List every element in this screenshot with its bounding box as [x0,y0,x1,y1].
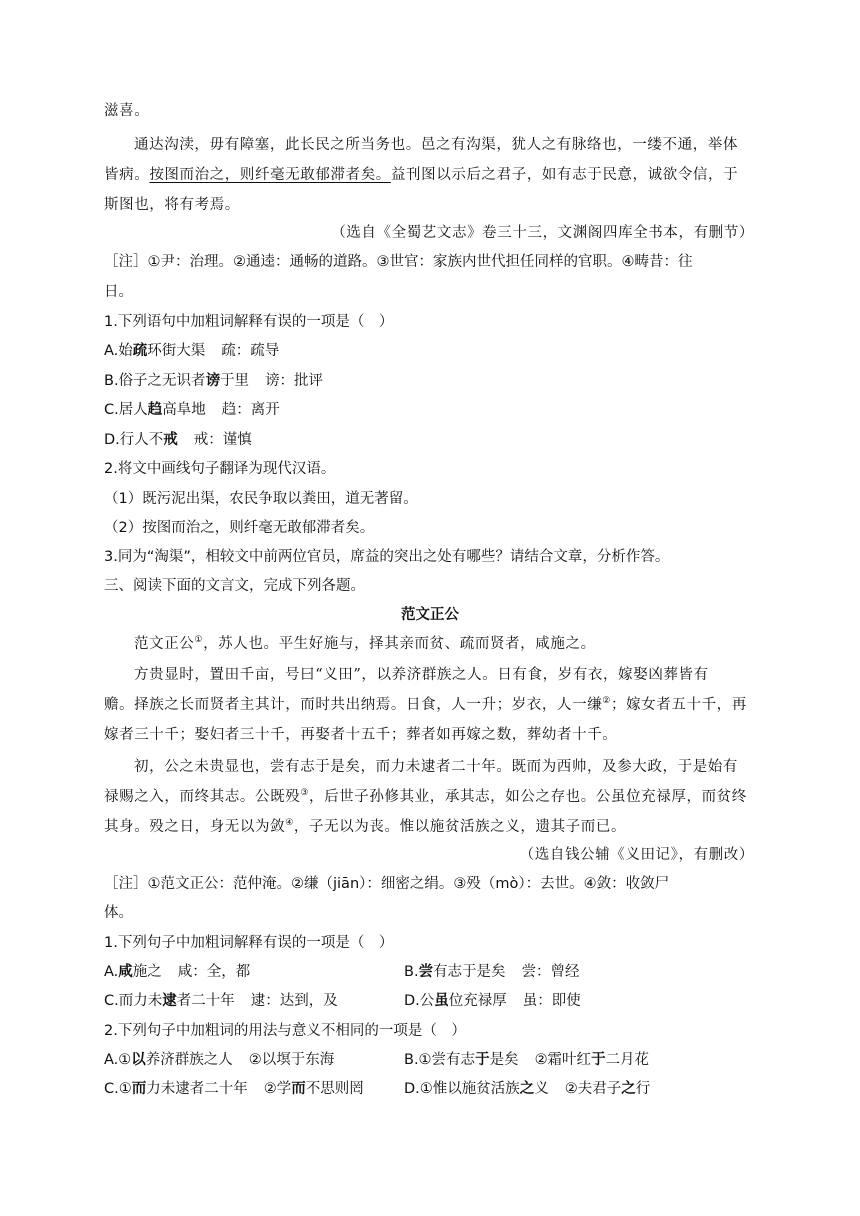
question-stem: 1.下列句子中加粗词解释有误的一项是（ ） [104,935,394,951]
annotation-note: ［注］①范文正公：范仲淹。②缣（jiān）：细密之绢。③殁（mò）：去世。④敛：收敛尸 [104,876,670,892]
option-row [104,1079,754,1099]
source-citation: （选自钱公辅《义田记》，有删改） [519,847,754,863]
option-d: D.①惟以施贫活族之义 ②夫君子之行 [404,1081,651,1097]
text-line: 斯图也，将有考焉。 [104,197,240,213]
option-b: B.①尝有志于是矣 ②霜叶红于二月花 [404,1052,650,1068]
text-line: 禄赐之入，而终其志。公既殁③，后世子孙修其业，承其志，如公之存也。公虽位充禄厚，而贫终 [104,788,747,805]
option-b: B.俗子之无识者谤于里 谤：批评 [104,373,324,389]
text-line: 方贵显时，置田千亩，号曰“义田”，以养济群族之人。日有食，岁有衣，嫁娶凶葬皆有 [134,667,709,683]
question-stem: 2.将文中画线句子翻译为现代汉语。 [104,461,336,477]
text-line: 皆病。按图而治之，则纤毫无敢郁滞者矣。益刊图以示后之君子，如有志于民意，诚欲令信，于 [104,167,739,183]
option-a: A.咸施之 咸：全，都 [104,964,251,980]
option-c: C.①而力未逮者二十年 ②学而不思则罔 [104,1081,364,1097]
annotation-note: 日。 [104,284,133,300]
text-line: 初，公之未贵显也，尝有志于是矣，而力未逮者二十年。既而为西帅，及参大政，于是始有 [134,759,738,775]
source-citation: （选自《全蜀艺文志》卷三十三，文渊阁四库全书本，有删节） [331,225,754,241]
underlined-sentence: 按图而治之，则纤毫无敢郁滞者矣。 [149,167,391,183]
passage-title: 范文正公 [401,607,459,623]
question-stem: 3.同为“淘渠”，相较文中前两位官员，席益的突出之处有哪些？请结合文章，分析作答。 [104,549,670,565]
option-c: C.居人趋高阜地 趋：离开 [104,402,280,418]
annotation-note: ［注］①尹：治理。②通逵：通畅的道路。③世官：家族内世代担任同样的官职。④畴昔：往 [104,254,693,270]
option-d: D.公虽位充禄厚 虽：即使 [404,993,581,1009]
question-stem: 2.下列句子中加粗词的用法与意义不相同的一项是（ ） [104,1023,466,1039]
question-stem: 1.下列语句中加粗词解释有误的一项是（ ） [104,314,394,330]
option-row [104,1050,754,1070]
option-b: B.尝有志于是矣 尝：曾经 [404,964,580,980]
option-a: A.始疏环街大渠 疏：疏导 [104,343,280,359]
text-line: 范文正公①，苏人也。平生好施与，择其亲而贫、疏而贤者，咸施之。 [134,635,596,652]
text-line: 赡。择族之长而贤者主其计，而时共出纳焉。日食，人一升；岁衣，人一缣②；嫁女者五十千，再 [104,696,747,713]
section-heading: 三、阅读下面的文言文，完成下列各题。 [104,578,365,594]
option-d: D.行人不戒 戒：谨慎 [104,432,252,448]
option-a: A.①以养济群族之人 ②以塓于东海 [104,1052,335,1068]
sub-question: （1）既污泥出渠，农民争取以粪田，道无著留。 [104,491,418,507]
text-line: 通达沟渎，毋有障塞，此长民之所当务也。邑之有沟渠，犹人之有脉络也，一缕不通，举体 [134,137,738,153]
text-line: 滋喜。 [104,103,150,119]
text-line: 其身。殁之日，身无以为敛④，子无以为丧。惟以施贫活族之义，遗其子而已。 [104,818,627,835]
option-row [104,991,754,1011]
sub-question: （2）按图而治之，则纤毫无敢郁滞者矣。 [104,520,375,536]
text-line: 嫁者三十千；娶妇者三十千，再娶者十五千；葬者如再嫁之数，葬幼者十千。 [104,727,618,743]
annotation-note: 体。 [104,905,133,921]
option-row [104,962,754,982]
option-c: C.而力未逮者二十年 逮：达到，及 [104,993,338,1009]
